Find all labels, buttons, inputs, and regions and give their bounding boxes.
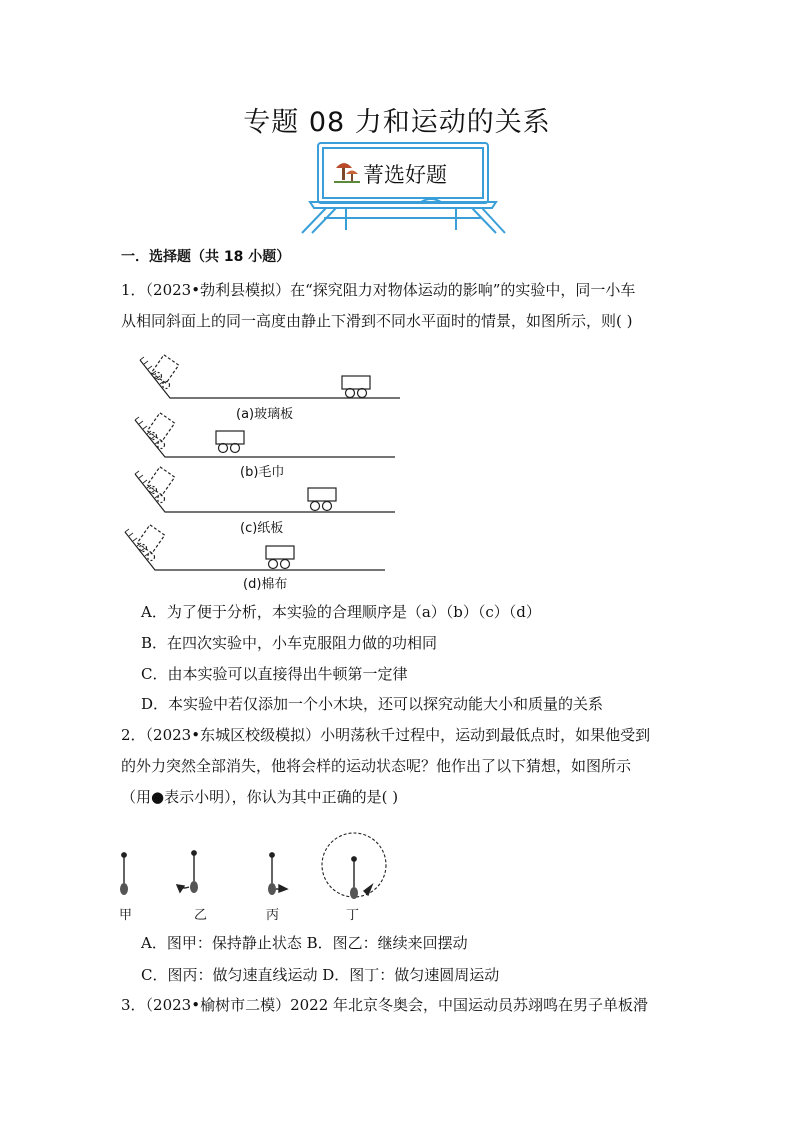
figure-label: 丙 — [266, 908, 280, 923]
page-title: 专题 08 力和运动的关系 — [243, 107, 551, 138]
question-1-text — [121, 275, 681, 337]
question-line: 3．（2023•榆树市二模）2022 年北京冬奥会，中国运动员苏翊鸣在男子单板滑 — [121, 996, 649, 1014]
figure-caption: (a)玻璃板 — [236, 407, 294, 422]
question-line: 的外力突然全部消失，他将会样的运动状态呢？他作出了以下猜想，如图所示 — [121, 757, 632, 775]
figure-label: 乙 — [194, 908, 208, 923]
figure-label: 甲 — [119, 908, 133, 923]
option-a: A．为了便于分析，本实验的合理顺序是（a）（b）（c）（d） — [141, 603, 541, 621]
badge-label: 菁选好题 — [363, 163, 447, 187]
option-d: D．本实验中若仅添加一个小木块，还可以探究动能大小和质量的关系 — [141, 695, 604, 713]
option-cd: C．图丙：做匀速直线运动 D．图丁：做匀速圆周运动 — [141, 966, 500, 984]
figure-caption: (c)纸板 — [240, 521, 284, 536]
option-c: C．由本实验可以直接得出牛顿第一定律 — [141, 665, 408, 683]
section-heading: 一．选择题（共 18 小题） — [121, 249, 291, 265]
incline-a — [140, 355, 400, 398]
option-b: B．在四次实验中，小车克服阻力做的功相同 — [141, 634, 438, 652]
option-ab: A．图甲：保持静止状态 B．图乙：继续来回摆动 — [141, 934, 468, 952]
question-line: 2．（2023•东城区校级模拟）小明荡秋千过程中，运动到最低点时，如果他受到 — [121, 726, 651, 744]
question-3-text — [121, 990, 681, 1021]
figure-caption: (d)棉布 — [243, 577, 288, 592]
pendulum-yi — [177, 851, 198, 893]
question-line: 1．（2023•勃利县模拟）在“探究阻力对物体运动的影响”的实验中，同一小车 — [121, 281, 636, 299]
question-line: 从相同斜面上的同一高度由静止下滑到不同水平面时的情景，如图所示，则( ) — [121, 312, 633, 330]
figure-label: 丁 — [346, 908, 360, 923]
pendulum-jia — [120, 853, 128, 895]
mushroom-icon — [334, 163, 360, 182]
pendulum-ding — [322, 833, 386, 899]
question-line: （用●表示小明），你认为其中正确的是( ) — [121, 788, 399, 806]
pendulum-bing — [268, 853, 287, 895]
question-2-text — [121, 720, 681, 813]
figure-caption: (b)毛巾 — [240, 465, 285, 480]
